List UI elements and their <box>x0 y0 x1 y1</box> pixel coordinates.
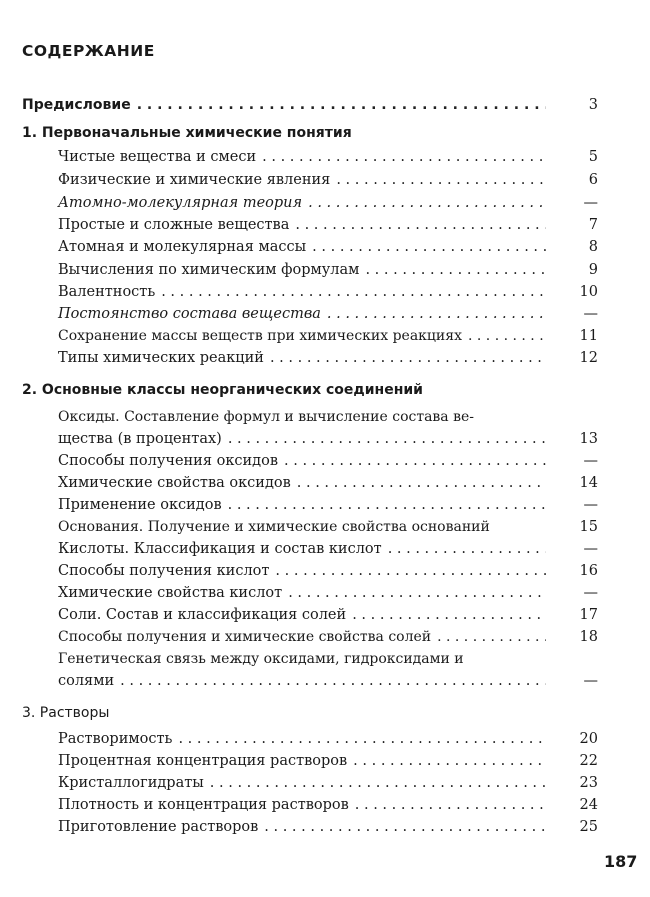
toc-item <box>58 796 552 814</box>
toc-item-label: Приготовление растворов <box>58 819 259 835</box>
toc-item <box>58 562 552 580</box>
toc-item-label: Плотность и концентрация растворов <box>58 797 349 813</box>
toc-preface <box>22 96 552 114</box>
toc-item <box>58 628 552 646</box>
toc-item-page: — <box>583 306 598 322</box>
toc-item-label: Кристаллогидраты <box>58 775 204 791</box>
toc-item <box>58 305 552 323</box>
toc-item-label: солями <box>58 673 115 689</box>
toc-item <box>58 584 552 602</box>
page-title: СОДЕРЖАНИЕ <box>22 42 155 60</box>
toc-item-label: Соли. Состав и классификация солей <box>58 607 347 623</box>
toc-item-page: 5 <box>588 149 598 165</box>
toc-item <box>58 474 552 492</box>
toc-item-label: Постоянство состава вещества <box>58 306 321 322</box>
toc-item-page: — <box>583 541 598 557</box>
toc-item-page: 20 <box>579 731 598 747</box>
toc-item-label: Валентность <box>58 284 156 300</box>
toc-item-page: 11 <box>579 328 598 344</box>
toc-item-page: 8 <box>588 239 598 255</box>
toc-item-page: — <box>583 453 598 469</box>
section-heading-2: 2. Основные классы неорганических соединений <box>22 382 423 398</box>
toc-item <box>58 261 552 279</box>
toc-item-label: Физические и химические явления <box>58 172 331 188</box>
toc-item <box>58 774 552 792</box>
toc-item <box>58 752 552 770</box>
toc-item-label: Чистые вещества и смеси <box>58 149 257 165</box>
toc-item-page: 17 <box>579 607 598 623</box>
toc-item-page: — <box>583 585 598 601</box>
toc-item-label-line1: Оксиды. Составление формул и вычисление состава ве- <box>58 409 475 425</box>
toc-item <box>58 496 552 514</box>
toc-item-label-line1: Генетическая связь между оксидами, гидроксидами и <box>58 651 464 667</box>
toc-item-page: 24 <box>579 797 598 813</box>
toc-item-label: Основания. Получение и химические свойства оснований <box>58 519 490 535</box>
toc-item-page: 12 <box>579 350 598 366</box>
toc-preface-label: Предисловие <box>22 97 131 113</box>
toc-item-page: 13 <box>579 431 598 447</box>
toc-item <box>58 171 552 189</box>
toc-item <box>58 818 552 836</box>
toc-item-page: — <box>583 673 598 689</box>
toc-item-page: 10 <box>579 284 598 300</box>
toc-item-label: Способы получения кислот <box>58 563 270 579</box>
toc-item <box>58 194 552 212</box>
toc-item-label: Применение оксидов <box>58 497 222 513</box>
toc-item <box>58 730 552 748</box>
toc-item <box>58 430 552 448</box>
toc-item-label: Атомная и молекулярная массы <box>58 239 307 255</box>
toc-item <box>58 452 552 470</box>
toc-item <box>58 606 552 624</box>
toc-item-label: Кислоты. Классификация и состав кислот <box>58 541 382 557</box>
toc-item-label: Типы химических реакций <box>58 350 264 366</box>
toc-item-label: Химические свойства кислот <box>58 585 283 601</box>
toc-item-page: — <box>583 195 598 211</box>
toc-item <box>58 327 552 345</box>
toc-item-page: 25 <box>579 819 598 835</box>
page-number: 187 <box>604 852 638 871</box>
toc-item-page: 9 <box>588 262 598 278</box>
section-heading-1: 1. Первоначальные химические понятия <box>22 125 352 141</box>
toc-item <box>58 283 552 301</box>
toc-item-page: 15 <box>579 519 598 535</box>
toc-item-label: Простые и сложные вещества <box>58 217 290 233</box>
toc-item-label: щества (в процентах) <box>58 431 222 447</box>
toc-item <box>58 238 552 256</box>
toc-item-label: Процентная концентрация растворов <box>58 753 348 769</box>
toc-item-label: Химические свойства оксидов <box>58 475 291 491</box>
toc-item-page: 16 <box>579 563 598 579</box>
toc-item <box>58 540 552 558</box>
toc-item <box>58 672 552 690</box>
toc-item-page: 23 <box>579 775 598 791</box>
toc-item-label: Сохранение массы веществ при химических реакциях <box>58 328 462 344</box>
section-heading-3: 3. Растворы <box>22 705 110 721</box>
toc-item-label: Атомно-молекулярная теория <box>58 195 303 211</box>
toc-item <box>58 349 552 367</box>
toc-item <box>58 216 552 234</box>
toc-item-page: 14 <box>579 475 598 491</box>
toc-item-label: Способы получения и химические свойства солей <box>58 629 432 645</box>
toc-item-label: Растворимость <box>58 731 173 747</box>
toc-item <box>58 518 552 536</box>
toc-item-page: 7 <box>588 217 598 233</box>
toc-item-page: 18 <box>579 629 598 645</box>
toc-item-page: 22 <box>579 753 598 769</box>
toc-item-label: Способы получения оксидов <box>58 453 279 469</box>
toc-item-label: Вычисления по химическим формулам <box>58 262 360 278</box>
toc-preface-page: 3 <box>588 97 598 113</box>
toc-item <box>58 148 552 166</box>
toc-item-page: — <box>583 497 598 513</box>
toc-item-page: 6 <box>588 172 598 188</box>
